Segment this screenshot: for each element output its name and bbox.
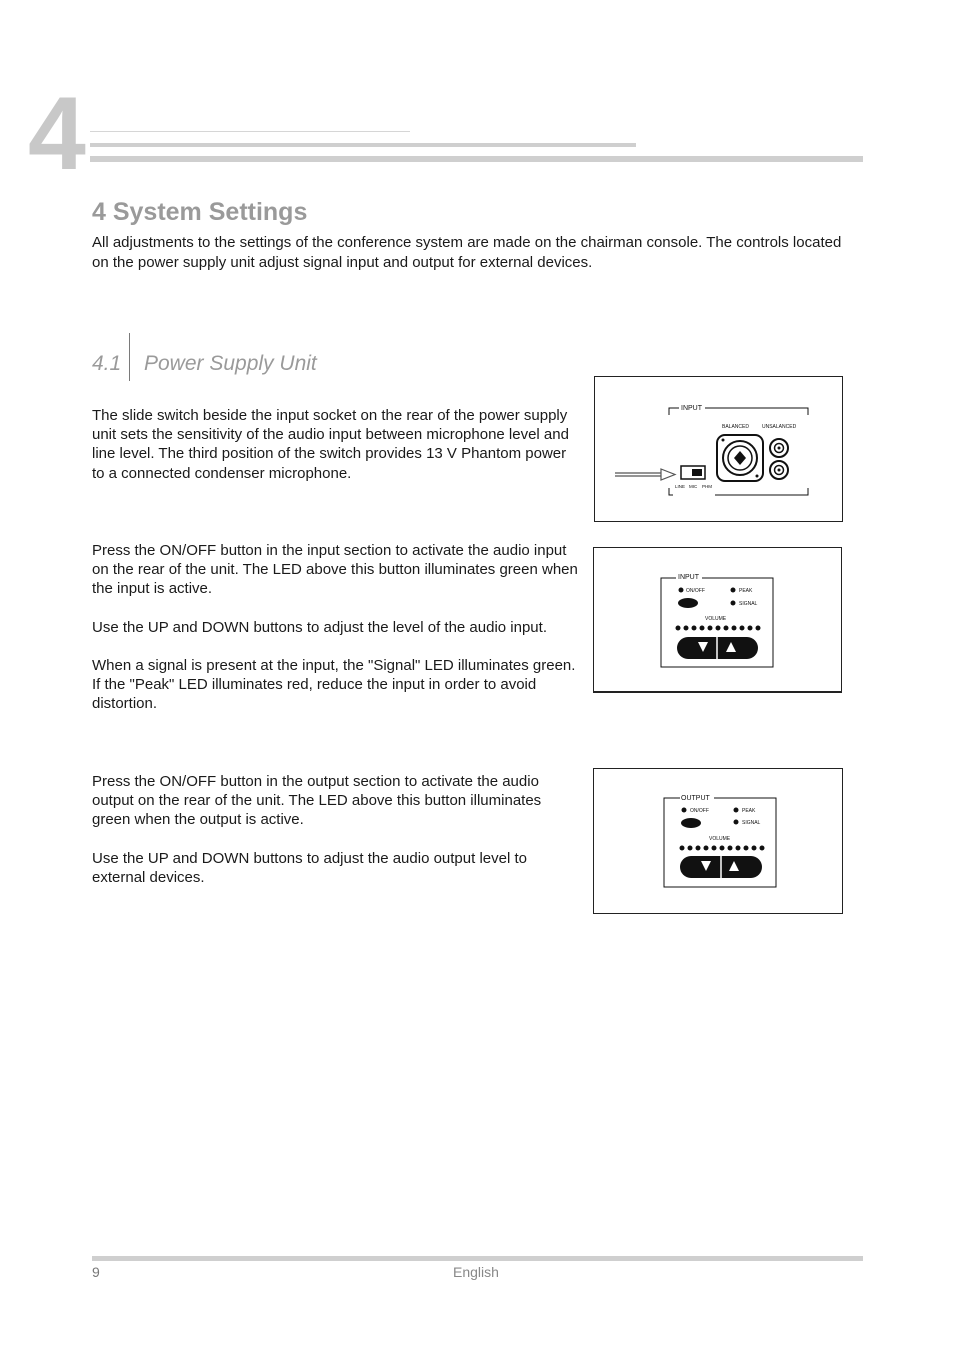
volume-led-meter-icon xyxy=(680,846,765,851)
paragraph-output-onoff: Press the ON/OFF button in the output section to activate the audio output on the rear of the unit. The LED above this button illuminates green when the output is active. xyxy=(92,773,542,829)
balanced-label: BALANCED xyxy=(722,424,749,430)
output-volume-label: VOLUME xyxy=(709,836,731,842)
footer-rule xyxy=(92,1256,863,1261)
subsection-divider xyxy=(129,333,130,381)
rear-input-label: INPUT xyxy=(681,405,702,412)
section-intro: All adjustments to the settings of the conference system are made on the chairman console. The controls located on the power supply unit adjust signal input and output for external devices. xyxy=(92,234,842,271)
switch-line-label: LINE xyxy=(675,484,686,489)
onoff-led-icon xyxy=(682,808,687,813)
figure-rear-input-panel xyxy=(594,376,843,522)
signal-led-icon xyxy=(731,601,736,606)
unbalanced-label: UNSALANCED xyxy=(762,424,797,430)
switch-phm-label: PHM xyxy=(702,484,712,489)
input-controls-diagram xyxy=(594,548,841,691)
input-onoff-button-icon xyxy=(678,598,698,608)
output-peak-label: PEAK xyxy=(742,808,756,814)
volume-down-up-buttons-icon xyxy=(677,637,758,659)
input-group-label: INPUT xyxy=(678,574,699,581)
paragraph-slide-switch: The slide switch beside the input socket on the rear of the power supply unit sets the sensitivity of the audio input between microphone level and line level. The third position of the switch provides 13 V Phantom power to a connected condenser microphone. xyxy=(92,407,569,482)
signal-led-icon xyxy=(734,820,739,825)
arrow-right-icon xyxy=(615,469,675,480)
header-rule-medium xyxy=(90,143,636,147)
section-title: 4 System Settings xyxy=(92,198,308,226)
page-number: 9 xyxy=(92,1264,100,1280)
output-signal-label: SIGNAL xyxy=(742,820,761,826)
input-volume-label: VOLUME xyxy=(705,616,727,622)
chapter-number: 4 xyxy=(28,76,84,192)
rca-socket-icon xyxy=(770,439,788,479)
volume-down-up-buttons-icon xyxy=(680,856,762,878)
xlr-socket-icon xyxy=(717,435,763,481)
footer-language: English xyxy=(453,1264,499,1280)
figure-output-controls xyxy=(593,768,843,914)
peak-led-icon xyxy=(731,588,736,593)
paragraph-input-updown: Use the UP and DOWN buttons to adjust the level of the audio input. xyxy=(92,619,547,636)
input-signal-label: SIGNAL xyxy=(739,601,758,607)
figure-input-controls xyxy=(593,547,842,693)
paragraph-input-onoff: Press the ON/OFF button in the input section to activate the audio input on the rear of the unit. The LED above this button illuminates green when the input is active. xyxy=(92,542,578,598)
header-rule-thick xyxy=(90,156,863,162)
paragraph-input-signal-peak: When a signal is present at the input, the "Signal" LED illuminates green. If the "Peak" LED illuminates red, reduce the input in order to avoid distortion. xyxy=(92,657,576,713)
onoff-led-icon xyxy=(679,588,684,593)
output-controls-diagram xyxy=(594,769,842,913)
rear-panel-diagram xyxy=(595,377,842,521)
input-peak-label: PEAK xyxy=(739,588,753,594)
peak-led-icon xyxy=(734,808,739,813)
switch-mic-label: MIC xyxy=(689,484,698,489)
output-group-label: OUTPUT xyxy=(681,795,710,802)
subsection-title: Power Supply Unit xyxy=(144,352,317,375)
subsection-number: 4.1 xyxy=(92,352,122,375)
output-onoff-button-icon xyxy=(681,818,701,828)
volume-led-meter-icon xyxy=(676,626,761,631)
slide-switch-icon xyxy=(681,466,705,479)
paragraph-output-updown: Use the UP and DOWN buttons to adjust the audio output level to external devices. xyxy=(92,850,527,887)
input-onoff-label: ON/OFF xyxy=(686,588,705,594)
output-onoff-label: ON/OFF xyxy=(690,808,709,814)
header-rule-thin xyxy=(90,131,410,132)
